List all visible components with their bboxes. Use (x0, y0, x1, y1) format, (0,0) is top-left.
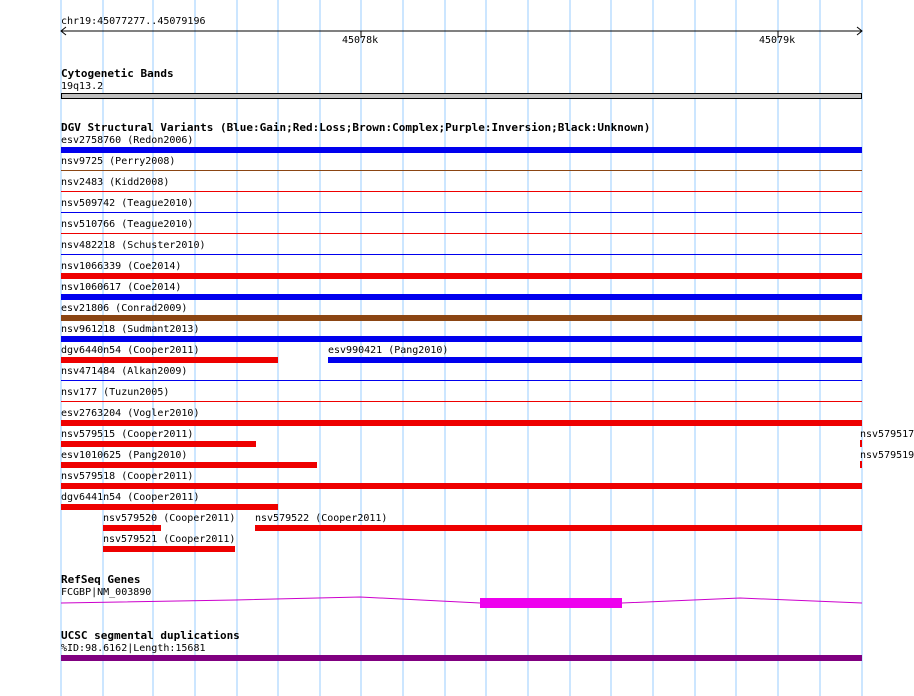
dgv-feature-line[interactable] (61, 401, 862, 402)
dgv-feature-label-clipped[interactable]: nsv579517 (860, 429, 914, 440)
dgv-feature-label[interactable]: nsv2483 (Kidd2008) (61, 177, 170, 188)
dgv-feature-label[interactable]: nsv471484 (Alkan2009) (61, 366, 188, 377)
cytoband-track-title: Cytogenetic Bands (61, 67, 174, 80)
dgv-feature-line[interactable] (61, 380, 862, 381)
dgv-feature-label[interactable]: nsv177 (Tuzun2005) (61, 387, 170, 398)
segdup-track-title: UCSC segmental duplications (61, 629, 240, 642)
ruler-tick-label: 45078k (342, 35, 379, 46)
dgv-feature-label-clipped[interactable]: nsv579519 (860, 450, 914, 461)
dgv-feature-bar[interactable] (61, 462, 317, 468)
dgv-feature-label[interactable]: nsv579515 (Cooper2011) (61, 429, 194, 440)
dgv-feature-bar[interactable] (860, 440, 862, 447)
dgv-feature-bar[interactable] (61, 315, 862, 321)
refseq-gene-intron[interactable] (0, 594, 890, 614)
ruler-axis (0, 25, 890, 39)
dgv-feature-label[interactable]: esv990421 (Pang2010) (328, 345, 449, 356)
dgv-feature-label[interactable]: dgv6441n54 (Cooper2011) (61, 492, 200, 503)
refseq-track-title: RefSeq Genes (61, 573, 141, 586)
dgv-feature-label[interactable]: esv2758760 (Redon2006) (61, 135, 194, 146)
dgv-feature-bar[interactable] (61, 294, 862, 300)
dgv-feature-bar[interactable] (61, 483, 862, 489)
dgv-feature-label[interactable]: nsv1066339 (Coe2014) (61, 261, 182, 272)
dgv-feature-bar[interactable] (61, 147, 862, 153)
dgv-feature-label[interactable]: dgv6440n54 (Cooper2011) (61, 345, 200, 356)
dgv-track-title: DGV Structural Variants (Blue:Gain;Red:Loss;Brown:Complex;Purple:Inversion;Black:Unknown) (61, 121, 651, 134)
dgv-feature-label[interactable]: nsv1060617 (Coe2014) (61, 282, 182, 293)
refseq-gene-exon[interactable] (480, 598, 622, 608)
dgv-feature-label[interactable]: nsv482218 (Schuster2010) (61, 240, 206, 251)
dgv-feature-line[interactable] (61, 191, 862, 192)
dgv-feature-label[interactable]: nsv579522 (Cooper2011) (255, 513, 388, 524)
ruler-tick-label: 45079k (759, 35, 796, 46)
dgv-feature-bar[interactable] (103, 525, 161, 531)
refseq-gene-label[interactable]: FCGBP|NM_003890 (61, 587, 152, 598)
dgv-feature-label[interactable]: nsv509742 (Teague2010) (61, 198, 194, 209)
dgv-feature-bar[interactable] (61, 273, 862, 279)
dgv-feature-label[interactable]: nsv961218 (Sudmant2013) (61, 324, 200, 335)
dgv-feature-bar[interactable] (61, 336, 862, 342)
cytoband-label: 19q13.2 (61, 81, 104, 92)
cytoband-bar[interactable] (61, 93, 862, 99)
dgv-feature-label[interactable]: nsv579520 (Cooper2011) (103, 513, 236, 524)
dgv-feature-label[interactable]: esv2763204 (Vogler2010) (61, 408, 200, 419)
dgv-feature-label[interactable]: nsv579521 (Cooper2011) (103, 534, 236, 545)
segdup-feature-label[interactable]: %ID:98.6162|Length:15681 (61, 643, 206, 654)
dgv-feature-label[interactable]: esv21806 (Conrad2009) (61, 303, 188, 314)
dgv-feature-line[interactable] (61, 254, 862, 255)
dgv-feature-label[interactable]: nsv510766 (Teague2010) (61, 219, 194, 230)
segdup-feature-bar[interactable] (61, 655, 862, 661)
dgv-feature-bar[interactable] (61, 357, 278, 363)
dgv-feature-bar[interactable] (328, 357, 862, 363)
region-label: chr19:45077277..45079196 (61, 16, 206, 27)
dgv-feature-line[interactable] (61, 212, 862, 213)
dgv-feature-line[interactable] (61, 170, 862, 171)
dgv-feature-bar[interactable] (61, 441, 256, 447)
dgv-feature-bar[interactable] (103, 546, 235, 552)
dgv-feature-bar[interactable] (255, 525, 862, 531)
dgv-feature-label[interactable]: esv1010625 (Pang2010) (61, 450, 188, 461)
dgv-feature-label[interactable]: nsv579518 (Cooper2011) (61, 471, 194, 482)
dgv-feature-bar[interactable] (61, 504, 278, 510)
dgv-feature-bar[interactable] (860, 461, 862, 468)
dgv-feature-bar[interactable] (61, 420, 862, 426)
dgv-feature-label[interactable]: nsv9725 (Perry2008) (61, 156, 176, 167)
dgv-feature-line[interactable] (61, 233, 862, 234)
